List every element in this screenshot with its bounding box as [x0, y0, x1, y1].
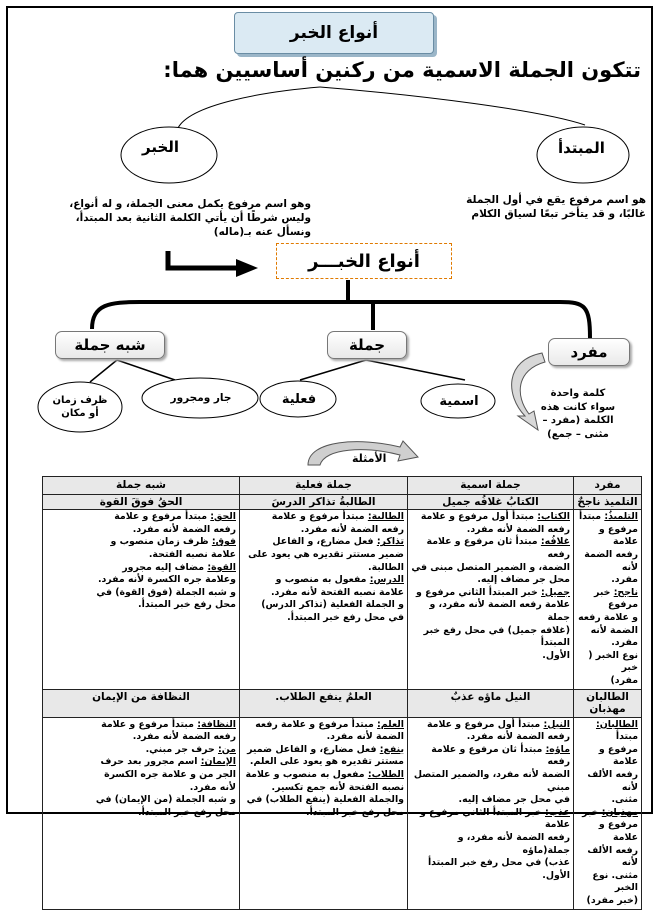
filiya-label: فعلية: [281, 391, 317, 407]
analysis-text: مثنى. نوع الخبر: [592, 869, 638, 894]
analysis-line: [577, 769, 638, 794]
analysis-line: [243, 562, 404, 575]
analysis-line: [577, 549, 638, 574]
shibh-split: [90, 360, 175, 382]
analysis-text: مفعول به منصوب و علامة: [245, 769, 368, 781]
analysis-cell: [408, 717, 574, 909]
analysis-line: [243, 794, 404, 807]
analysis-text: رفعه الضمة لأنه مفرد.: [300, 523, 404, 535]
analysis-text: نصبه الفتحة لأنه جمع تكسير.: [271, 781, 404, 793]
analysis-line: [243, 536, 404, 549]
example-row: [43, 494, 642, 510]
analysis-line: [411, 794, 570, 807]
khabar-def-line: ونسأل عنه بـ(ماله): [213, 226, 311, 238]
mufrad-note-line: الكلمة (مفرد –: [542, 415, 614, 426]
arrow-head: [236, 259, 258, 277]
analysis-cell: [43, 510, 240, 689]
analyzed-word: التلميذُ:: [604, 511, 638, 523]
analysis-text: مبتدأ مرفوع و علامة: [114, 511, 211, 523]
analysis-line: [577, 675, 638, 688]
analysis-text: مبتدأ: [578, 511, 605, 523]
analysis-line: [243, 807, 404, 820]
analysis-text: والجملة الفعلية (ينفع الطلاب) في: [246, 794, 404, 806]
analysis-text: مبتدأ مرفوع و علامة: [101, 718, 198, 730]
analysis-line: [577, 574, 638, 587]
mufrad-note-line: مثنى – جمع): [547, 428, 609, 440]
analyzed-word: الطالبان:: [595, 718, 638, 730]
analysis-line: [243, 731, 404, 744]
analysis-line: [411, 744, 570, 769]
analysis-text: و علامة رفعه: [578, 611, 638, 623]
analysis-line: [243, 599, 404, 612]
analysis-line: [577, 612, 638, 625]
analysis-line: [46, 562, 236, 575]
analysis-text: رفعه الألف لأنه: [587, 769, 638, 793]
analysis-line: [577, 511, 638, 524]
analysis-line: [46, 744, 236, 757]
zarf-line: أو مكان: [61, 408, 99, 419]
analysis-text: ضمير مستتر تقديره هي يعود على: [248, 548, 404, 560]
type-shibh-box: شبه جملة: [55, 331, 165, 359]
analysis-line: [243, 524, 404, 537]
analyzed-word: الحق:: [210, 511, 236, 523]
khabar-def-line: وهو اسم مرفوع يكمل معنى الجملة، و له أنواع،: [69, 198, 311, 210]
analysis-line: [243, 756, 404, 769]
analyzed-word: ناجح:: [613, 586, 638, 598]
analyzed-word: النظافة:: [197, 718, 236, 730]
analysis-line: [46, 807, 236, 820]
analysis-text: فعل مضارع، و الفاعل ضمير: [247, 743, 380, 755]
analysis-line: [577, 794, 638, 807]
khabar-definition: [51, 197, 311, 239]
analyzed-word: من:: [218, 743, 236, 755]
analysis-text: رفعه الضمة لأنه مفرد.: [466, 523, 570, 535]
analysis-line: [577, 587, 638, 612]
analysis-text: (غلافه جميل) في محل رفع خبر المبتدأ: [423, 624, 570, 649]
analyzed-word: العلم:: [377, 718, 404, 730]
analyzed-word: ماؤه:: [545, 743, 570, 755]
analysis-cell: [574, 510, 642, 689]
header-cell: شبه جملة: [43, 477, 240, 495]
analysis-text: مبتدأ: [615, 731, 638, 743]
mubtada-def-line: هو اسم مرفوع يقع في أول الجملة: [466, 194, 646, 206]
analysis-line: [577, 845, 638, 870]
analysis-line: [243, 574, 404, 587]
analysis-text: (خبر مفرد): [586, 895, 638, 906]
analysis-text: مفرد): [610, 674, 638, 686]
analysis-text: الضمة، و الضمير المتصل مبنى في: [411, 561, 570, 573]
analysis-text: الضمة لأنه مفرد.: [326, 731, 404, 743]
analysis-line: [411, 650, 570, 663]
analysis-text: محل رفع خبر المبتدأ.: [138, 599, 236, 611]
analysis-text: مبتدأ أول مرفوع و علامة: [420, 511, 538, 523]
analysis-row: [43, 510, 642, 689]
analyzed-word: الدرس:: [369, 574, 404, 586]
analysis-line: [411, 719, 570, 732]
intro-sentence: تتكون الجملة الاسمية من ركنين أساسيين هما:: [163, 58, 641, 82]
analysis-line: [577, 744, 638, 769]
analysis-text: عذب) في محل رفع خبر المبتدأ الأول.: [427, 857, 570, 881]
analysis-line: [46, 574, 236, 587]
analysis-line: [577, 719, 638, 744]
analysis-line: [577, 807, 638, 820]
analysis-text: مبتدأ مرفوع و علامة رفعه: [255, 718, 378, 730]
analysis-line: [411, 536, 570, 561]
header-cell: مفرد: [574, 477, 642, 495]
arc-to-mubtada: [320, 87, 585, 125]
examples-table: [42, 476, 642, 910]
analysis-text: الجر من و علامة جره الكسرة: [104, 769, 236, 781]
analysis-text: خبر المبتدأ الثاني مرفوع و: [415, 586, 541, 598]
analysis-line: [243, 511, 404, 524]
zarf-line: ظرف زمان: [52, 395, 108, 406]
analyzed-word: النيل:: [543, 718, 570, 730]
analyzed-word: عذب:: [545, 806, 570, 818]
example-cell: العلمُ ينفع الطلاب.: [240, 689, 408, 717]
header-cell: جملة فعلية: [240, 477, 408, 495]
analysis-text: علامة نصبه الفتحة لأنه مفرد.: [270, 586, 404, 598]
analysis-row: [43, 717, 642, 909]
analysis-line: [411, 857, 570, 882]
jumla-split: [300, 360, 465, 380]
mufrad-note-line: سواء كانت هذه: [540, 401, 616, 413]
analyzed-word: تذاكر:: [376, 536, 404, 548]
analysis-line: [411, 599, 570, 624]
mubtada-def-line: غالبًا، و قد يتأخر تبعًا لسياق الكلام: [471, 208, 646, 220]
analysis-text: رفعه الألف لأنه: [587, 844, 638, 869]
analysis-text: رفعه الضمة لأنه مفرد.: [132, 731, 236, 743]
thick-arrow-line: [168, 251, 238, 268]
analysis-text: مفرد.: [611, 574, 638, 586]
analysis-line: [243, 782, 404, 795]
analysis-text: مرفوع و علامة: [598, 819, 638, 844]
analysis-line: [46, 511, 236, 524]
analysis-text: الضمة لأنه مفرد.: [590, 624, 638, 649]
example-cell: التلميذ ناجحٌ: [574, 494, 642, 510]
mubtada-label: المبتدأ: [558, 139, 605, 157]
analysis-line: [577, 819, 638, 844]
header-cell: جملة اسمية: [408, 477, 574, 495]
arc-to-khabar: [178, 87, 320, 128]
analyzed-word: ينفع:: [379, 743, 404, 755]
example-cell: الطالبةُ تذاكر الدرسَ: [240, 494, 408, 510]
analysis-text: و الجملة الفعلية (تذاكر الدرس): [261, 599, 404, 611]
analysis-line: [411, 832, 570, 857]
analysis-line: [577, 895, 638, 908]
example-cell: الطالبان مهذبان: [574, 689, 642, 717]
analysis-line: [46, 549, 236, 562]
analysis-line: [411, 769, 570, 794]
analysis-text: مبتدأ أول مرفوع و علامة: [427, 718, 544, 730]
analysis-text: في محل رفع خبر المبتدأ.: [287, 611, 404, 623]
analysis-text: مفعول به منصوب و: [275, 574, 370, 586]
mufrad-note-line: كلمة واحدة: [550, 388, 606, 399]
analysis-line: [46, 756, 236, 769]
analysis-text: مرفوع و علامة: [598, 523, 638, 548]
analysis-line: [577, 650, 638, 675]
analysis-line: [46, 599, 236, 612]
analysis-line: [243, 587, 404, 600]
example-cell: النظافة من الإيمان: [43, 689, 240, 717]
type-mufrad-box: مفرد: [548, 338, 630, 366]
khabar-def-line: وليس شرطًا أن يأتي الكلمة الثانية بعد المبتدأ،: [75, 212, 311, 224]
analysis-line: [577, 524, 638, 549]
analysis-text: الضمة لأنه مفرد، والضمير المتصل مبني: [413, 769, 570, 793]
analysis-line: [46, 536, 236, 549]
analysis-text: مبتدأ ثان مرفوع و علامة رفعه: [426, 536, 570, 560]
mufrad-note: [523, 387, 633, 441]
type-jumla-box: جملة: [327, 331, 407, 359]
zarf-label: [41, 392, 119, 422]
analyzed-word: غلافُه:: [540, 536, 570, 548]
analysis-text: في محل جر مضاف إليه.: [458, 794, 570, 806]
analysis-text: خبر مرفوع: [594, 586, 638, 611]
analyzed-word: الطالبة:: [367, 511, 404, 523]
example-row: [43, 689, 642, 717]
analysis-text: مبتدأ مرفوع و علامة: [271, 511, 368, 523]
example-cell: الحقُ فوقَ القوة: [43, 494, 240, 510]
analysis-line: [243, 744, 404, 757]
analysis-text: رفعه الضمة لأنه مفرد، و جملة(ماؤه: [457, 832, 570, 856]
analysis-line: [577, 625, 638, 650]
analysis-text: نوع الخبر ( خبر: [588, 649, 638, 674]
analysis-text: و شبه الجملة (من الإيمان) في: [95, 794, 236, 806]
analysis-text: و شبه الجملة (فوق القوة) في: [96, 586, 236, 598]
analysis-text: خبر: [582, 806, 602, 818]
analysis-line: [411, 511, 570, 524]
analysis-text: محل جر مضاف إليه.: [477, 574, 570, 586]
analysis-line: [46, 587, 236, 600]
analysis-line: [411, 562, 570, 575]
analysis-line: [243, 612, 404, 625]
analysis-text: خبر المبتدأ الثاني مرفوع و علامة: [419, 806, 570, 831]
jar-label: جار ومجرور: [170, 392, 232, 404]
analysis-text: الأول.: [542, 649, 570, 661]
analysis-line: [243, 719, 404, 732]
analysis-line: [411, 731, 570, 744]
analysis-text: رفعه الضمة لأنه مفرد.: [466, 731, 570, 743]
analysis-text: مثنى.: [611, 794, 638, 806]
ismiya-label: اسمية: [439, 393, 479, 409]
analyzed-word: مهذبان:: [601, 806, 638, 818]
analysis-line: [46, 782, 236, 795]
analysis-text: اسم مجرور بعد حرف: [100, 756, 201, 768]
analysis-line: [411, 524, 570, 537]
examples-label: الأمثلة: [352, 452, 387, 465]
analysis-line: [46, 524, 236, 537]
analysis-line: [411, 807, 570, 832]
analysis-line: [243, 549, 404, 562]
analysis-text: مبتدأ ثان مرفوع و علامة رفعه: [431, 743, 570, 768]
analysis-text: مستتر تقديره هو يعود على العلم.: [249, 756, 404, 768]
khabar-label: الخبر: [142, 138, 180, 156]
analyzed-word: فوق:: [211, 536, 236, 548]
analysis-line: [411, 574, 570, 587]
analysis-line: [46, 794, 236, 807]
khabar-types-title: أنواع الخبـــر: [276, 243, 452, 279]
table-header-row: [43, 477, 642, 495]
analysis-cell: [574, 717, 642, 909]
page-title: أنواع الخبر: [234, 12, 434, 54]
analysis-text: علامة نصبه الفتحة.: [148, 548, 236, 560]
mubtada-definition: [426, 193, 646, 221]
example-cell: الكتابُ غلافُه جميل: [408, 494, 574, 510]
analysis-text: مضاف إليه مجرور: [122, 561, 208, 573]
analysis-line: [46, 719, 236, 732]
analysis-text: ظرف زمان منصوب و: [110, 536, 212, 548]
analysis-text: حرف جر مبني.: [145, 743, 218, 755]
analysis-line: [243, 769, 404, 782]
analysis-text: رفعه الضمة لأنه مفرد.: [132, 523, 236, 535]
analysis-line: [411, 625, 570, 650]
example-cell: النيل ماؤه عذبٌ: [408, 689, 574, 717]
analyzed-word: الكتاب:: [537, 511, 570, 523]
analysis-cell: [408, 510, 574, 689]
analysis-line: [577, 870, 638, 895]
analysis-line: [411, 587, 570, 600]
analyzed-word: الطلاب:: [367, 769, 404, 781]
analysis-text: علامة رفعه الضمة لأنه مفرد، و جملة: [429, 599, 570, 623]
analyzed-word: القوة:: [207, 561, 236, 573]
analyzed-word: الإيمان:: [200, 756, 236, 768]
analysis-text: الطالبة.: [368, 561, 404, 573]
analyzed-word: جميل:: [541, 586, 570, 598]
analysis-text: مرفوع و علامة: [598, 743, 638, 768]
analysis-line: [46, 731, 236, 744]
analysis-cell: [240, 510, 408, 689]
analysis-text: لأنه مفرد.: [189, 781, 236, 793]
analysis-text: وعلامة جره الكسرة لأنه مفرد.: [97, 574, 236, 586]
analysis-text: محل رفع خبر المبتدأ.: [138, 806, 236, 818]
analysis-text: رفعه الضمة لأنه: [584, 548, 638, 573]
analysis-line: [46, 769, 236, 782]
analysis-text: فعل مضارع، و الفاعل: [272, 536, 377, 548]
analysis-text: محل رفع خبر المبتدأ.: [306, 806, 404, 818]
analysis-cell: [43, 717, 240, 909]
analysis-cell: [240, 717, 408, 909]
